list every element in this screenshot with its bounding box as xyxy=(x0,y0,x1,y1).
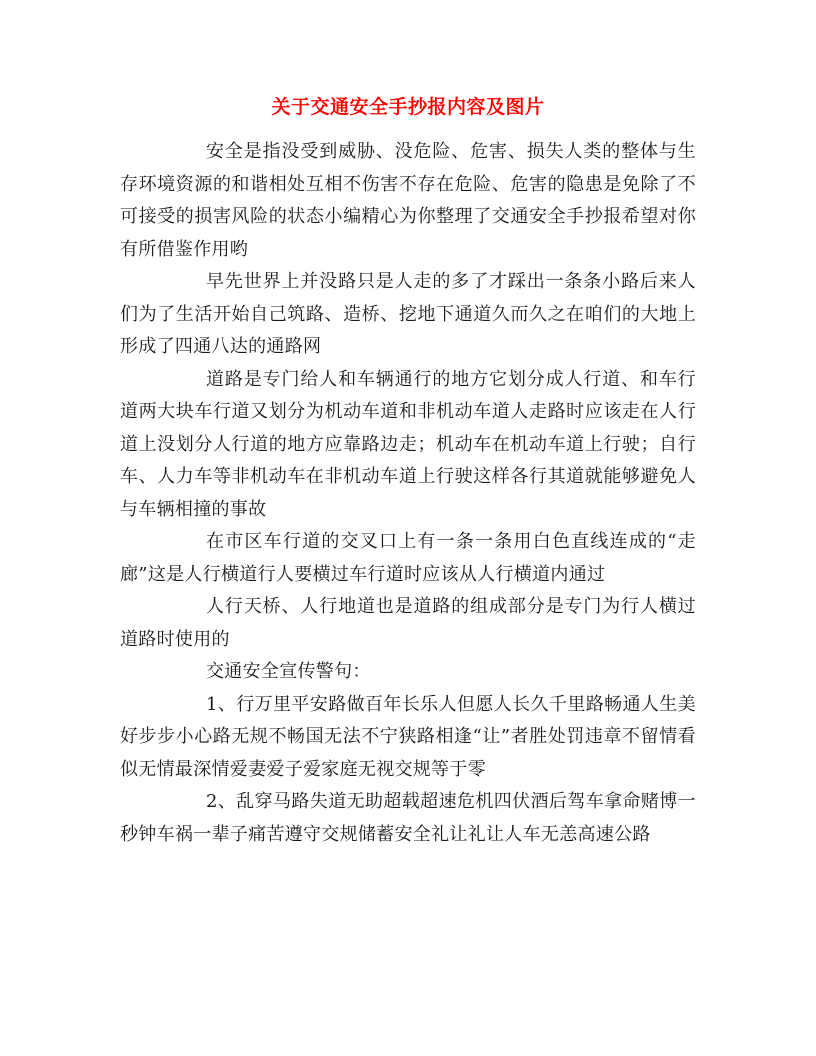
document-body xyxy=(120,136,696,851)
paragraph-road-origin: 早先世界上并没路只是人走的多了才踩出一条条小路后来人们为了生活开始自己筑路、造桥、挖地下通道久而久之在咱们的大地上形成了四通八达的通路网 xyxy=(120,271,696,357)
paragraph-slogans-heading: 交通安全宣传警句： xyxy=(206,661,371,682)
document-title: 关于交通安全手抄报内容及图片 xyxy=(271,96,545,118)
paragraph-intro: 安全是指没受到威胁、没危险、危害、损失人类的整体与生存环境资源的和谐相处互相不伤害不存在危险、危害的隐患是免除了不可接受的损害风险的状态小编精心为你整理了交通安全手抄报希望对你有所借鉴作用哟 xyxy=(120,141,696,260)
paragraph-footbridge: 人行天桥、人行地道也是道路的组成部分是专门为行人横过道路时使用的 xyxy=(120,596,696,650)
paragraph-crosswalk: 在市区车行道的交叉口上有一条一条用白色直线连成的“走廊”这是人行横道行人要横过车行道时应该从人行横道内通过 xyxy=(120,531,696,585)
paragraph-road-division: 道路是专门给人和车辆通行的地方它划分成人行道、和车行道两大块车行道又划分为机动车道和非机动车道人走路时应该走在人行道上没划分人行道的地方应靠路边走；机动车在机动车道上行驶；自行车、人力车等非机动车在非机动车道上行驶这样各行其道就能够避免人与车辆相撞的事故 xyxy=(120,368,696,520)
paragraph-slogan-2: 2、乱穿马路失道无助超载超速危机四伏酒后驾车拿命赌博一秒钟车祸一辈子痛苦遵守交规储蓄安全礼让礼让人车无恙高速公路 xyxy=(120,791,696,845)
paragraph-slogan-1: 1、行万里平安路做百年长乐人但愿人长久千里路畅通人生美好步步小心路无规不畅国无法不宁狭路相逢“让”者胜处罚违章不留情看似无情最深情爱妻爱子爱家庭无视交规等于零 xyxy=(120,693,696,780)
